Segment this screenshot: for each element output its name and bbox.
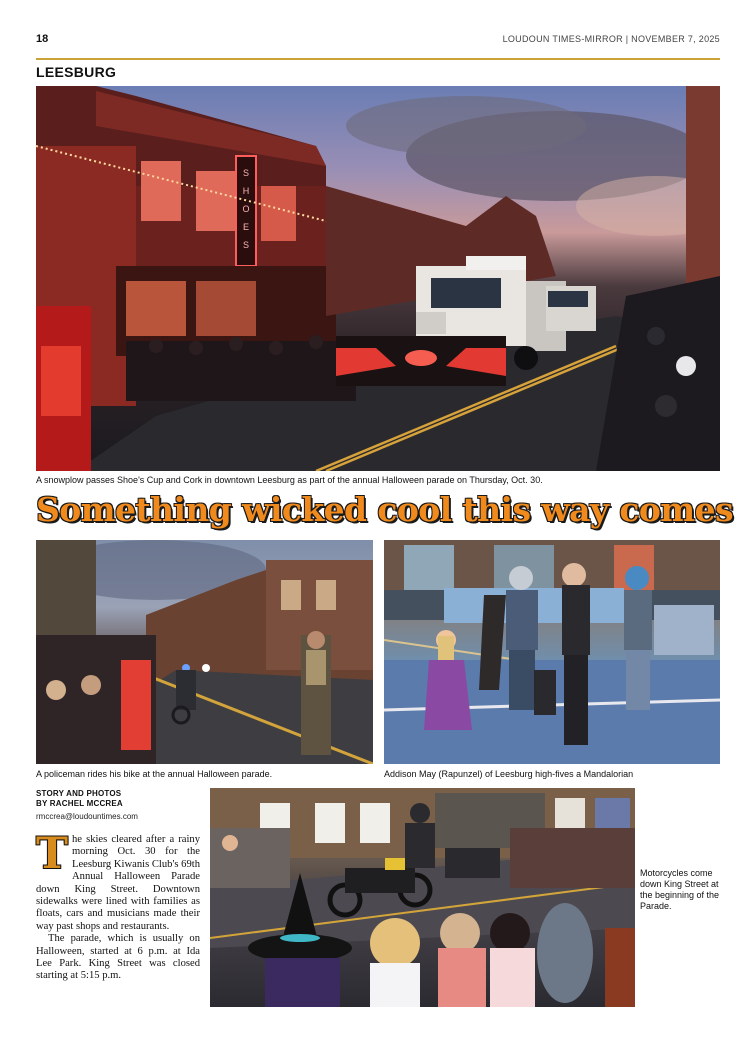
svg-text:H: H	[242, 186, 250, 196]
page-number: 18	[36, 33, 49, 45]
story-paragraph-1-text: he skies cleared after a rainy morning Oct. 30 for the Leesburg Kiwanis Club's 69th Annual Halloween Parade down King Street. Downtown sidewalks were lined with families as floats, cars and musicians made their way past shops and restaurants.	[36, 834, 200, 932]
byline-line-2: BY RACHEL MCCREA	[36, 799, 123, 808]
header-rule	[36, 58, 720, 60]
motorcycle-scene	[210, 788, 635, 1007]
story-body	[36, 829, 200, 983]
author-email: rmccrea@loudountimes.com	[36, 812, 138, 821]
snowplow-caption: A snowplow passes Shoe's Cup and Cork in downtown Leesburg as part of the annual Halloween parade on Thursday, Oct. 30.	[36, 475, 543, 485]
section-label: LEESBURG	[36, 64, 117, 80]
svg-text:S: S	[242, 240, 250, 250]
snowplow-photo	[36, 86, 720, 471]
masthead: LOUDOUN TIMES-MIRROR | NOVEMBER 7, 2025	[502, 34, 720, 44]
svg-text:O: O	[242, 204, 250, 214]
motorcycle-caption: Motorcycles come down King Street at the beginning of the Parade.	[640, 868, 720, 911]
story-paragraph-1	[36, 829, 200, 933]
page-header	[36, 33, 720, 47]
drop-cap: T	[36, 829, 68, 879]
shoes-sign: S	[242, 168, 250, 178]
rapunzel-caption: Addison May (Rapunzel) of Leesburg high-fives a Mandalorian	[384, 769, 634, 779]
rapunzel-photo	[384, 540, 720, 764]
police-photo	[36, 540, 373, 764]
motorcycle-photo	[210, 788, 635, 1007]
rapunzel-scene	[384, 540, 720, 764]
snowplow-scene	[36, 86, 720, 471]
byline	[36, 789, 123, 809]
headline: Something wicked cool this way comes	[36, 490, 733, 529]
story-paragraph-2: The parade, which is usually on Halloween, started at 6 p.m. at Ida Lee Park. King Street was closed starting at 5:15 p.m.	[36, 933, 200, 982]
byline-line-1: STORY AND PHOTOS	[36, 789, 122, 798]
police-scene	[36, 540, 373, 764]
police-caption: A policeman rides his bike at the annual Halloween parade.	[36, 769, 273, 779]
svg-text:E: E	[242, 222, 250, 232]
